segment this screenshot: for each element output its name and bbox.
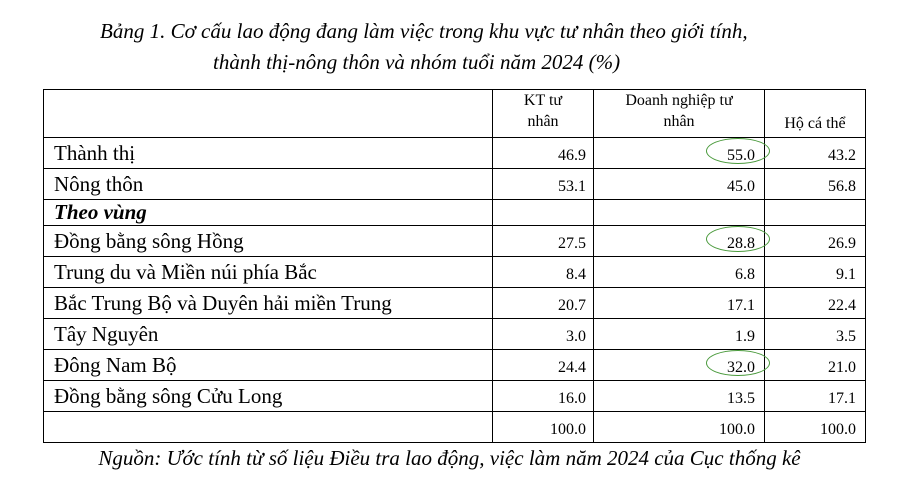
cell-value bbox=[493, 200, 594, 226]
header-kt-tu-nhan bbox=[493, 90, 594, 138]
table-row bbox=[44, 169, 866, 200]
cell-value-text: 46.9 bbox=[558, 147, 586, 164]
cell-value bbox=[765, 138, 866, 169]
header-col2-line1: Doanh nghiệp tư bbox=[625, 92, 733, 109]
row-label: Đồng bằng sông Cửu Long bbox=[44, 381, 493, 412]
row-label: Đồng bằng sông Hồng bbox=[44, 226, 493, 257]
cell-value-text: 27.5 bbox=[558, 235, 586, 252]
header-doanh-nghiep-tu-nhan bbox=[594, 90, 765, 138]
section-label: Theo vùng bbox=[44, 200, 493, 226]
table-row bbox=[44, 412, 866, 443]
cell-value bbox=[493, 226, 594, 257]
cell-value bbox=[594, 350, 765, 381]
cell-value-text: 9.1 bbox=[836, 266, 856, 283]
cell-value-text: 17.1 bbox=[727, 297, 755, 314]
cell-value bbox=[765, 288, 866, 319]
cell-value bbox=[594, 138, 765, 169]
cell-value-text: 26.9 bbox=[828, 235, 856, 252]
row-label: Thành thị bbox=[44, 138, 493, 169]
cell-value-text: 32.0 bbox=[727, 359, 755, 376]
table-row bbox=[44, 381, 866, 412]
cell-value-text: 1.9 bbox=[735, 328, 755, 345]
cell-value-text: 55.0 bbox=[727, 147, 755, 164]
cell-value bbox=[594, 226, 765, 257]
cell-value bbox=[594, 412, 765, 443]
cell-value-text: 8.4 bbox=[566, 266, 586, 283]
table-row bbox=[44, 257, 866, 288]
cell-value-text: 17.1 bbox=[828, 390, 856, 407]
table-caption-line-1: Bảng 1. Cơ cấu lao động đang làm việc trong khu vực tư nhân theo giới tính, bbox=[100, 19, 748, 43]
table-row bbox=[44, 226, 866, 257]
cell-value-text: 28.8 bbox=[727, 235, 755, 252]
cell-value-text: 56.8 bbox=[828, 178, 856, 195]
source-note: Nguồn: Ước tính từ số liệu Điều tra lao động, việc làm năm 2024 của Cục thống kê bbox=[98, 446, 801, 470]
cell-value-text: 100.0 bbox=[550, 421, 586, 438]
cell-value-text: 100.0 bbox=[820, 421, 856, 438]
row-label: Đông Nam Bộ bbox=[44, 350, 493, 381]
cell-value bbox=[493, 138, 594, 169]
cell-value-text: 21.0 bbox=[828, 359, 856, 376]
cell-value bbox=[765, 200, 866, 226]
labor-structure-table bbox=[43, 89, 866, 443]
cell-value bbox=[594, 288, 765, 319]
header-ho-ca-the: Hộ cá thể bbox=[765, 90, 866, 138]
cell-value bbox=[594, 257, 765, 288]
cell-value-text: 53.1 bbox=[558, 178, 586, 195]
row-label: Nông thôn bbox=[44, 169, 493, 200]
row-label bbox=[44, 412, 493, 443]
section-row bbox=[44, 200, 866, 226]
cell-value bbox=[594, 200, 765, 226]
cell-value bbox=[594, 319, 765, 350]
highlight-ring bbox=[706, 226, 770, 252]
cell-value bbox=[493, 350, 594, 381]
header-col2-line2: nhân bbox=[663, 113, 695, 130]
cell-value bbox=[493, 319, 594, 350]
cell-value-text: 43.2 bbox=[828, 147, 856, 164]
cell-value-text: 45.0 bbox=[727, 178, 755, 195]
cell-value-text: 6.8 bbox=[735, 266, 755, 283]
cell-value bbox=[765, 381, 866, 412]
cell-value-text: 24.4 bbox=[558, 359, 586, 376]
header-empty-cell bbox=[44, 90, 493, 138]
cell-value bbox=[493, 412, 594, 443]
cell-value bbox=[765, 319, 866, 350]
cell-value-text: 22.4 bbox=[828, 297, 856, 314]
table-row bbox=[44, 138, 866, 169]
table-body bbox=[44, 138, 866, 443]
cell-value bbox=[765, 257, 866, 288]
cell-value bbox=[765, 350, 866, 381]
row-label: Bắc Trung Bộ và Duyên hải miền Trung bbox=[44, 288, 493, 319]
cell-value bbox=[493, 288, 594, 319]
cell-value-text: 3.0 bbox=[566, 328, 586, 345]
cell-value bbox=[594, 381, 765, 412]
cell-value-text: 20.7 bbox=[558, 297, 586, 314]
highlight-ring bbox=[706, 138, 770, 164]
cell-value bbox=[765, 226, 866, 257]
table-row bbox=[44, 350, 866, 381]
cell-value-text: 13.5 bbox=[727, 390, 755, 407]
table-caption-line-2: thành thị-nông thôn và nhóm tuổi năm 2024 (%) bbox=[213, 50, 621, 74]
cell-value-text: 16.0 bbox=[558, 390, 586, 407]
cell-value-text: 3.5 bbox=[836, 328, 856, 345]
cell-value bbox=[765, 412, 866, 443]
table-header-row bbox=[44, 90, 866, 138]
row-label: Trung du và Miền núi phía Bắc bbox=[44, 257, 493, 288]
cell-value bbox=[493, 169, 594, 200]
header-col1-line1: KT tư bbox=[523, 92, 563, 109]
header-col1-line2: nhân bbox=[527, 113, 559, 130]
cell-value bbox=[493, 381, 594, 412]
cell-value bbox=[765, 169, 866, 200]
table-row bbox=[44, 288, 866, 319]
table-row bbox=[44, 319, 866, 350]
cell-value bbox=[594, 169, 765, 200]
row-label: Tây Nguyên bbox=[44, 319, 493, 350]
cell-value bbox=[493, 257, 594, 288]
cell-value-text: 100.0 bbox=[719, 421, 755, 438]
highlight-ring bbox=[706, 350, 770, 376]
